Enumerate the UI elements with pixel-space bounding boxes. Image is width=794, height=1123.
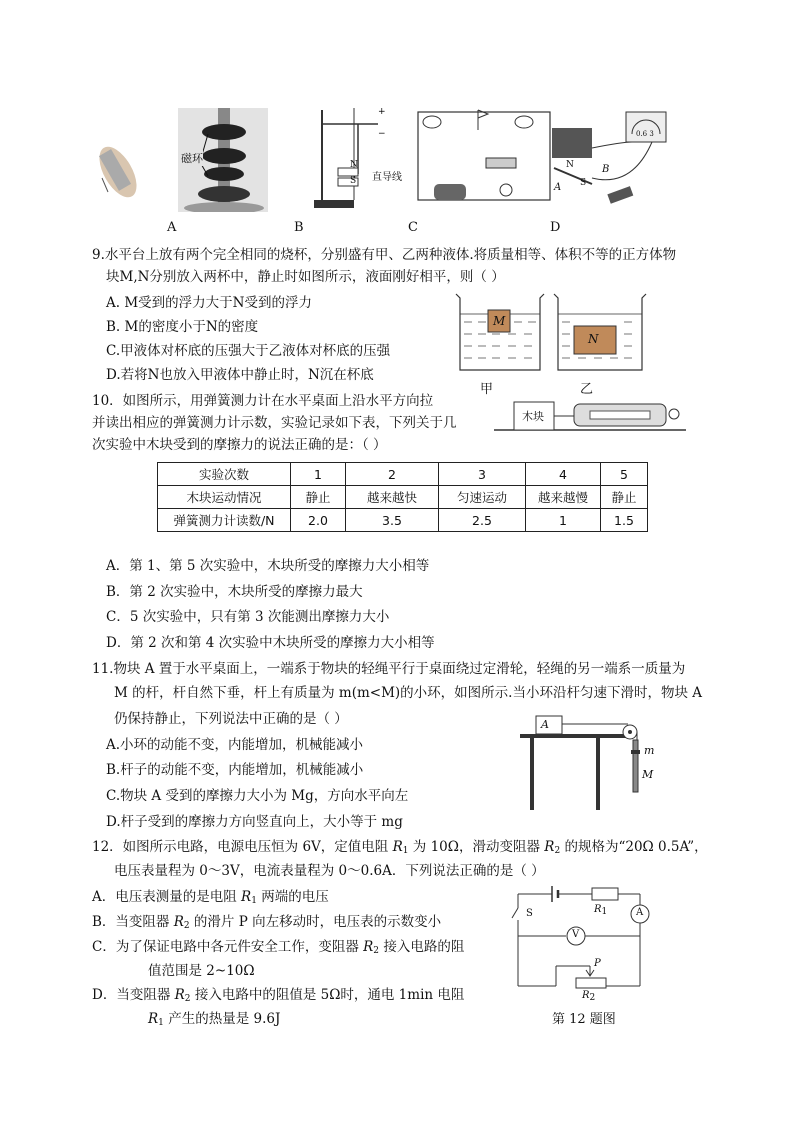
b-s-label: S [350, 176, 357, 186]
q10-option-d: D．第 2 次和第 4 次实验中木块所受的摩擦力大小相等 [106, 635, 435, 651]
q10-experiment-table [157, 462, 648, 532]
table-cell: 匀速运动 [439, 486, 526, 509]
q12-option-c [92, 938, 464, 960]
table-cell: 木块运动情况 [158, 486, 291, 509]
q11-fig-m-big: M [642, 768, 654, 781]
q9-option-d: D.若将N也放入甲液体中静止时，N沉在杯底 [106, 367, 374, 383]
d-b-label: B [602, 164, 610, 175]
q11-option-a: A.小环的动能不变，内能增加，机械能减小 [106, 737, 364, 753]
q11-option-c: C.物块 A 受到的摩擦力大小为 Mg，方向水平向左 [106, 788, 409, 804]
q12-fig-voltmeter: V [572, 929, 580, 940]
q12-stem-part: 12．如图所示电路，电源电压恒为 6V，定值电阻 [92, 839, 393, 855]
q9-fig-m: M [493, 314, 506, 328]
table-cell: 实验次数 [158, 463, 291, 486]
table-cell: 越来越慢 [526, 486, 601, 509]
q12-option-b [92, 913, 441, 935]
table-cell: 3 [439, 463, 526, 486]
q12-stem-part: 为 10Ω，滑动变阻器 [408, 839, 545, 855]
table-row [158, 463, 648, 486]
q12-stem-part: 的规格为“20Ω 0.5A”， [560, 839, 708, 855]
q12-r1-symbol: R [392, 839, 403, 855]
d-meter-scale: 0.6 3 [636, 130, 654, 138]
q12-r-symbol: R [173, 914, 184, 930]
q11-option-b: B.杆子的动能不变，内能增加，机械能减小 [106, 762, 364, 778]
q11-option-d: D.杆子受到的摩擦力方向竖直向上，大小等于 mg [106, 814, 403, 830]
q12-fig-r1-sub: 1 [601, 907, 608, 917]
figure-label-c: C [408, 220, 418, 235]
q12-text: C．为了保证电路中各元件安全工作，变阻器 [92, 939, 364, 955]
q12-option-d-line2 [148, 1010, 280, 1032]
figure-d-generator [548, 108, 668, 212]
q9-fig-n: N [588, 332, 599, 346]
q12-r2-symbol: R [544, 839, 555, 855]
q9-stem-line2: 块M,N分别放入两杯中，静止时如图所示，液面刚好相平，则（ ） [106, 269, 505, 285]
q12-fig-ammeter: A [636, 907, 644, 918]
q11-fig-a: A [541, 718, 549, 731]
figure-a-magnet-rings [178, 108, 268, 212]
svg-text:+: + [378, 107, 386, 117]
q12-fig-r1 [594, 904, 607, 917]
q11-fig-m-small: m [644, 744, 655, 757]
q12-fig-r1-symbol: R [594, 904, 602, 915]
q12-text: 的滑片 P 向左移动时，电压表的示数变小 [189, 914, 442, 930]
magnet-ring-label: 磁环 [181, 152, 203, 165]
q12-option-c-line2: 值范围是 2~10Ω [148, 963, 255, 979]
d-a-label: A [554, 182, 562, 193]
q12-text: 产生的热量是 9.6J [163, 1011, 281, 1027]
q10-option-b: B．第 2 次实验中，木块所受的摩擦力最大 [106, 584, 363, 600]
table-cell: 1 [526, 509, 601, 532]
q9-fig-jia: 甲 [480, 382, 494, 397]
q12-stem-line2: 电压表量程为 0～3V，电流表量程为 0～0.6A．下列说法正确的是（ ） [114, 863, 545, 879]
figure-b-wire-magnet [308, 104, 408, 212]
b-n-label: N [350, 160, 358, 170]
q12-subscript: 2 [184, 994, 191, 1004]
q12-option-a [92, 888, 329, 910]
q9-option-b: B. M的密度小于N的密度 [106, 319, 259, 335]
q12-subscript: 2 [183, 921, 190, 931]
q9-fig-yi: 乙 [580, 382, 594, 397]
q12-figure-circuit [508, 880, 678, 1030]
q11-stem-line3: 仍保持静止，下列说法中正确的是（ ） [114, 711, 348, 727]
q10-fig-block: 木块 [522, 410, 544, 423]
q12-r-symbol: R [363, 939, 374, 955]
q11-stem-line1: 11.物块 A 置于水平桌面上，一端系于物块的轻绳平行于桌面绕过定滑轮，轻绳的另一端系一质量为 [92, 661, 686, 677]
table-cell: 越来越快 [346, 486, 439, 509]
q11-stem-line2: M 的杆，杆自然下垂，杆上有质量为 m(m<M)的小环，如图所示.当小环沿杆匀速下滑时，物块 A [114, 685, 703, 701]
table-cell: 静止 [291, 486, 346, 509]
q12-option-d [92, 986, 464, 1008]
d-n-label: N [566, 160, 574, 170]
table-cell: 5 [601, 463, 648, 486]
q10-option-c: C．5 次实验中，只有第 3 次能测出摩擦力大小 [106, 609, 390, 625]
q12-fig-p: P [594, 958, 601, 969]
q12-fig-caption: 第 12 题图 [552, 1012, 616, 1027]
q12-text: D．当变阻器 [92, 987, 175, 1003]
q11-figure-pulley [516, 712, 666, 812]
q12-r-symbol: R [241, 889, 252, 905]
q12-r1-subscript: 1 [402, 846, 409, 856]
table-cell: 1.5 [601, 509, 648, 532]
d-s-label: S [580, 178, 587, 188]
q10-figure-spring-scale [494, 394, 686, 434]
q10-stem-line2: 并读出相应的弹簧测力计示数，实验记录如下表，下列关于几 [92, 415, 457, 431]
figure-a-hand-magnet [92, 128, 142, 208]
table-cell: 2 [346, 463, 439, 486]
q9-option-a: A. M受到的浮力大于N受到的浮力 [106, 295, 312, 311]
figure-label-d: D [550, 220, 561, 235]
q12-text: 接入电路的阻 [379, 939, 465, 955]
q9-figure-beakers [452, 290, 662, 395]
q12-r-symbol: R [148, 1011, 159, 1027]
table-cell: 4 [526, 463, 601, 486]
q12-stem-line1 [92, 838, 708, 860]
table-cell: 2.5 [439, 509, 526, 532]
q10-stem-line3: 次实验中木块受到的摩擦力的说法正确的是：（ ） [92, 437, 387, 453]
q9-option-c: C.甲液体对杯底的压强大于乙液体对杯底的压强 [106, 343, 391, 359]
q12-text: 接入电路中的阻值是 5Ω时，通电 1min 电阻 [190, 987, 465, 1003]
q10-option-a: A．第 1、第 5 次实验中，木块所受的摩擦力大小相等 [106, 558, 430, 574]
table-cell: 弹簧测力计读数/N [158, 509, 291, 532]
q10-stem-line1: 10．如图所示，用弹簧测力计在水平桌面上沿水平方向拉 [92, 393, 434, 409]
q12-r2-subscript: 2 [554, 846, 561, 856]
q10-options [106, 557, 666, 657]
table-cell: 3.5 [346, 509, 439, 532]
figure-label-b: B [294, 220, 304, 235]
table-cell: 静止 [601, 486, 648, 509]
q12-text: 两端的电压 [256, 889, 329, 905]
q12-subscript: 2 [373, 946, 380, 956]
q12-fig-s: S [526, 908, 533, 919]
table-row [158, 509, 648, 532]
q12-subscript: 1 [251, 896, 257, 906]
q12-fig-r2-symbol: R [582, 990, 590, 1001]
q12-text: A．电压表测量的是电阻 [92, 889, 242, 905]
table-row [158, 486, 648, 509]
figure-c-circuit [414, 104, 554, 212]
q12-fig-r2 [582, 990, 595, 1003]
question-10 [92, 392, 512, 452]
table-cell: 1 [291, 463, 346, 486]
table-cell: 2.0 [291, 509, 346, 532]
q9-stem-line1: 9.水平台上放有两个完全相同的烧杯，分别盛有甲、乙两种液体.将质量相等、体积不等的正方体物 [92, 247, 677, 263]
q12-subscript: 1 [158, 1018, 164, 1028]
svg-text:−: − [378, 129, 386, 139]
b-wire-label: 直导线 [372, 172, 402, 183]
figure-label-a: A [167, 220, 177, 235]
q12-r-symbol: R [174, 987, 185, 1003]
q12-text: B．当变阻器 [92, 914, 174, 930]
q12-fig-r2-sub: 2 [589, 993, 596, 1003]
